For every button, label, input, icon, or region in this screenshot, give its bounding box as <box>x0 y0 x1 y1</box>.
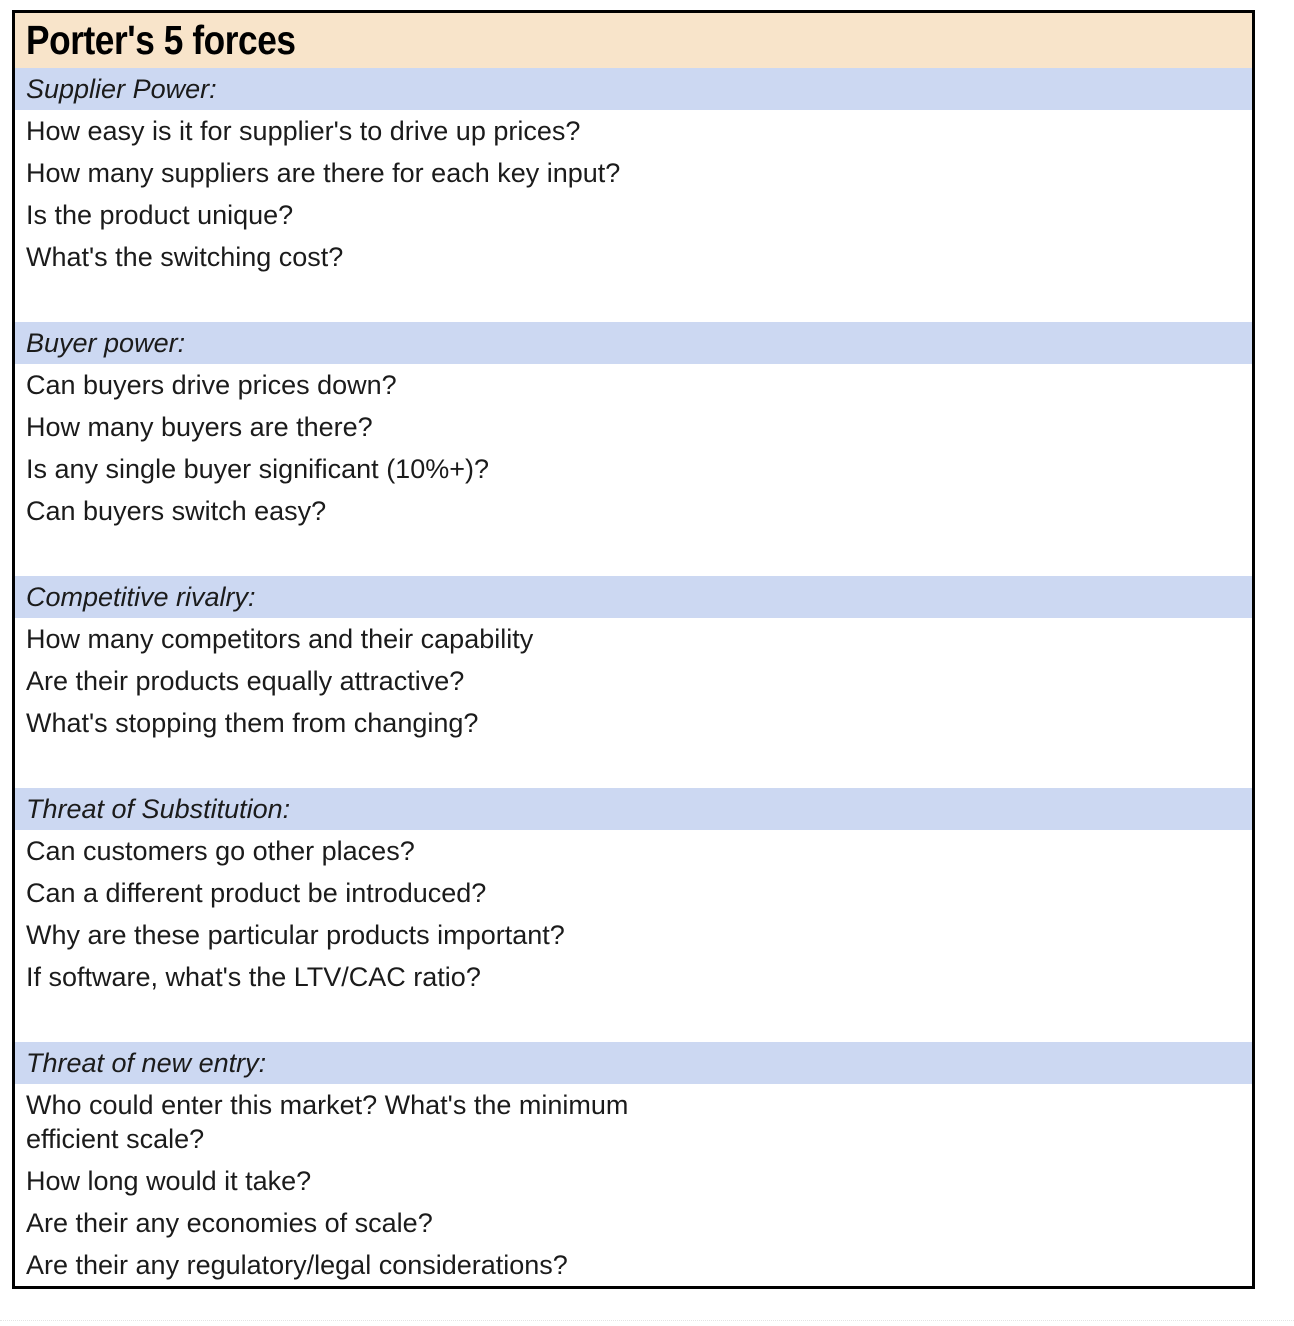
question-text: Are their any economies of scale? <box>26 1208 433 1238</box>
question-text: Can buyers drive prices down? <box>26 370 397 400</box>
section-header-supplier-power <box>15 68 1252 110</box>
question-row <box>15 618 1252 660</box>
blank-row <box>15 532 1252 576</box>
question-text: If software, what's the LTV/CAC ratio? <box>26 962 481 992</box>
question-row <box>15 236 1252 278</box>
question-text: Are their products equally attractive? <box>26 666 465 696</box>
section-header-competitive-rivalry <box>15 576 1252 618</box>
question-row <box>15 660 1252 702</box>
question-text: How many buyers are there? <box>26 412 373 442</box>
question-row <box>15 914 1252 956</box>
question-text: Is any single buyer significant (10%+)? <box>26 454 489 484</box>
table-title-row <box>15 13 1252 68</box>
question-row <box>15 830 1252 872</box>
question-row <box>15 448 1252 490</box>
question-text: Can buyers switch easy? <box>26 496 327 526</box>
blank-row <box>15 744 1252 788</box>
section-heading-label: Supplier Power: <box>26 73 217 104</box>
question-text: How many suppliers are there for each key input? <box>26 158 621 188</box>
question-row <box>15 364 1252 406</box>
section-heading-label: Threat of new entry: <box>26 1047 267 1078</box>
question-text: How many competitors and their capability <box>26 624 534 654</box>
section-header-threat-of-substitution <box>15 788 1252 830</box>
question-text: Are their any regulatory/legal considerations? <box>26 1250 568 1280</box>
question-text: Can customers go other places? <box>26 836 415 866</box>
sheet-gridline <box>0 1320 1294 1321</box>
question-text: Why are these particular products important? <box>26 920 565 950</box>
question-text: How long would it take? <box>26 1166 312 1196</box>
question-row <box>15 1202 1252 1244</box>
section-heading-label: Buyer power: <box>26 327 186 358</box>
question-text: Is the product unique? <box>26 200 294 230</box>
blank-row <box>15 278 1252 322</box>
question-text: How easy is it for supplier's to drive up prices? <box>26 116 581 146</box>
question-row <box>15 956 1252 998</box>
question-row <box>15 406 1252 448</box>
question-row <box>15 152 1252 194</box>
question-row <box>15 1160 1252 1202</box>
question-text: Who could enter this market? What's the minimum efficient scale? <box>26 1090 629 1154</box>
question-text: What's the switching cost? <box>26 242 344 272</box>
question-row <box>15 110 1252 152</box>
question-row <box>15 1244 1252 1286</box>
section-header-threat-of-new-entry <box>15 1042 1252 1084</box>
page-title: Porter's 5 forces <box>26 17 296 63</box>
question-text: What's stopping them from changing? <box>26 708 479 738</box>
porters-five-forces-table <box>12 10 1255 1289</box>
question-row <box>15 490 1252 532</box>
section-heading-label: Threat of Substitution: <box>26 793 291 824</box>
section-heading-label: Competitive rivalry: <box>26 581 256 612</box>
question-row <box>15 702 1252 744</box>
section-header-buyer-power <box>15 322 1252 364</box>
blank-row <box>15 998 1252 1042</box>
question-row <box>15 872 1252 914</box>
question-text: Can a different product be introduced? <box>26 878 487 908</box>
question-row <box>15 194 1252 236</box>
question-row <box>15 1084 1252 1160</box>
